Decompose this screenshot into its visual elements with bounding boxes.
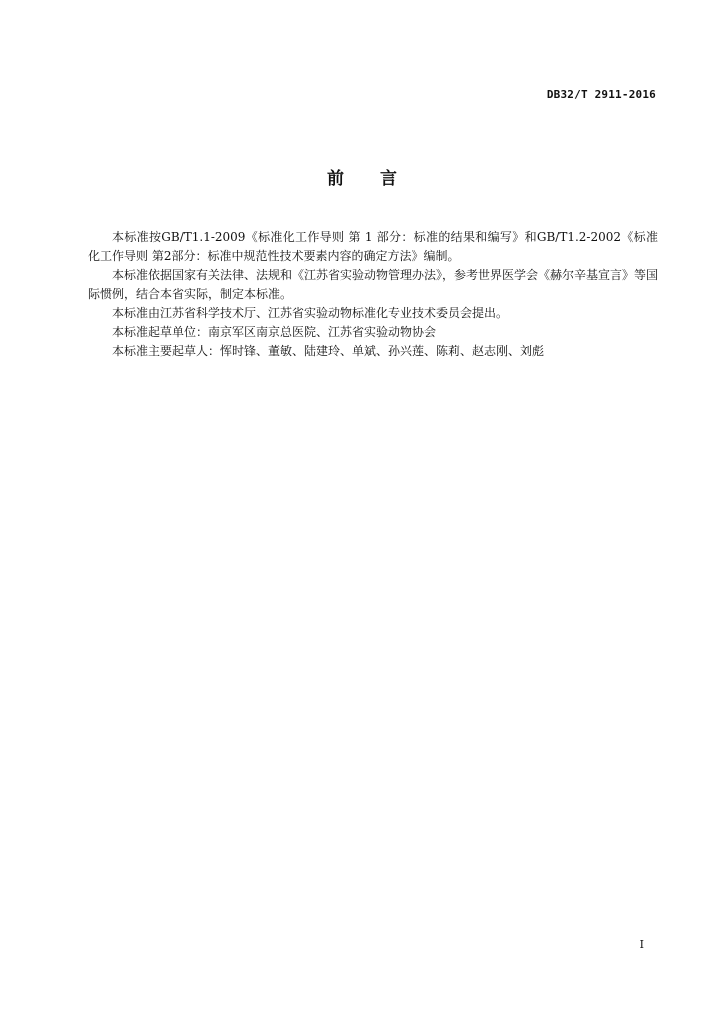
paragraph: 本标准主要起草人：恽时锋、董敏、陆建玲、单斌、孙兴莲、陈莉、赵志刚、刘彪 (112, 344, 545, 358)
document-code: DB32/T 2911-2016 (546, 88, 656, 101)
foreword-body (88, 228, 658, 361)
paragraph: 本标准起草单位：南京军区南京总医院、江苏省实验动物协会 (112, 325, 437, 339)
paragraph: 本标准依据国家有关法律、法规和《江苏省实验动物管理办法》，参考世界医学会《赫尔辛基宣言》等国际惯例，结合本省实际，制定本标准。 (88, 268, 659, 301)
paragraph: 本标准由江苏省科学技术厅、江苏省实验动物标准化专业技术委员会提出。 (112, 306, 509, 320)
page-title: 前言 (327, 169, 433, 189)
paragraph: 本标准按GB/T1.1-2009《标准化工作导则 第 1 部分：标准的结果和编写》和GB/T1.2-2002《标准化工作导则 第2部分：标准中规范性技术要素内容的确定方法》编制。 (88, 230, 658, 263)
page-number: I (639, 938, 644, 951)
